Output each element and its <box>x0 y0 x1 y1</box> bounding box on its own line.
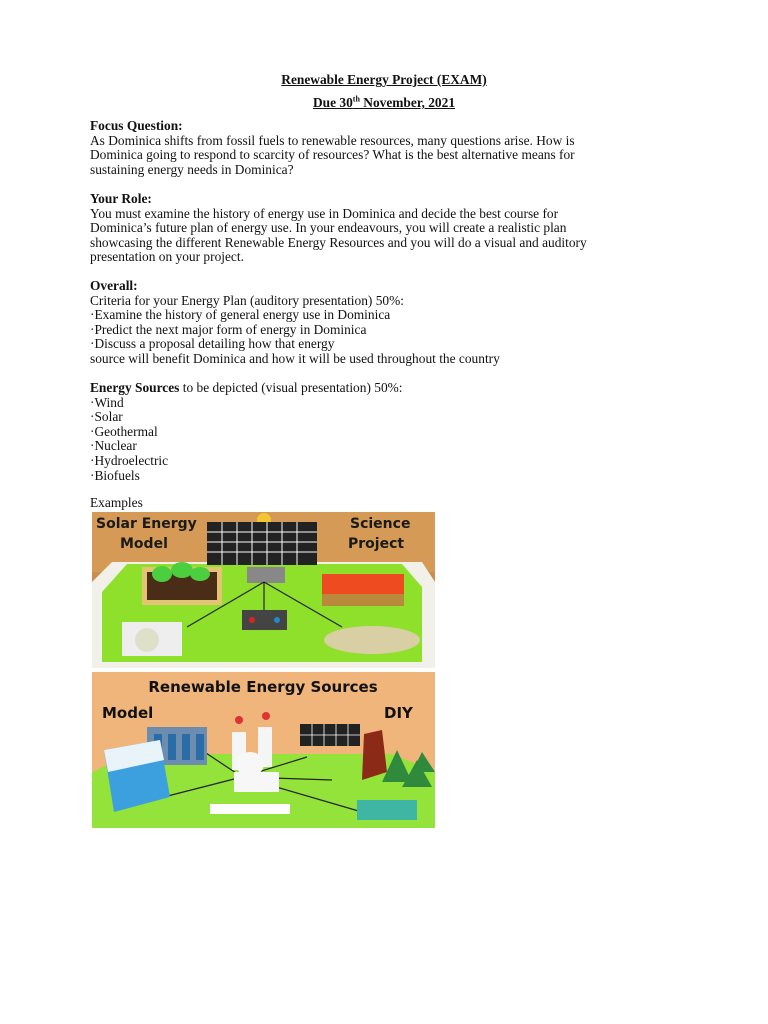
focus-line: As Dominica shifts from fossil fuels to renewable resources, many questions arise. How is <box>90 132 575 148</box>
solar-energy-model-photo <box>92 512 435 668</box>
role-heading: Your Role: <box>90 191 152 206</box>
overall-heading: Overall: <box>90 278 138 293</box>
role-line: Dominica’s future plan of energy use. In your endeavours, you will create a realistic plan <box>90 220 567 236</box>
document-title <box>0 73 768 88</box>
source-item: ·Nuclear <box>90 438 137 454</box>
overall-line: Criteria for your Energy Plan (auditory presentation) 50%: <box>90 292 404 308</box>
overall-section <box>90 279 500 367</box>
source-item: ·Wind <box>90 394 124 410</box>
due-month-year: November, 2021 <box>359 95 456 110</box>
renewable-energy-sources-model-photo <box>92 672 435 828</box>
photo2-left-label: Model <box>102 704 154 722</box>
focus-heading: Focus Question: <box>90 118 183 133</box>
photo2-right-label: DIY <box>384 704 413 722</box>
sources-section <box>90 381 403 483</box>
photo1-title-left-1: Solar Energy <box>96 516 197 532</box>
overall-line: source will benefit Dominica and how it will be used throughout the country <box>90 350 500 366</box>
due-sup: th <box>352 94 360 104</box>
examples-label: Examples <box>90 495 143 510</box>
source-item: ·Geothermal <box>90 423 158 439</box>
role-line: showcasing the different Renewable Energy Resources and you will do a visual and auditory <box>90 234 587 250</box>
title-text: Renewable Energy Project (EXAM) <box>281 72 487 87</box>
photo1-title-left-2: Model <box>120 536 168 552</box>
due-day: Due 30 <box>312 95 353 110</box>
focus-line: Dominica going to respond to scarcity of resources? What is the best alternative means for <box>90 147 575 163</box>
sources-heading-rest: to be depicted (visual presentation) 50%: <box>179 380 403 395</box>
overall-line: ·Examine the history of general energy use in Dominica <box>90 307 391 323</box>
role-section <box>90 192 587 265</box>
focus-section <box>90 119 575 177</box>
photo1-title-right-1: Science <box>350 516 411 532</box>
source-item: ·Solar <box>90 409 123 425</box>
due-date <box>0 96 768 111</box>
due-prefix <box>313 95 455 110</box>
overall-line: ·Discuss a proposal detailing how that energy <box>90 336 335 352</box>
source-item: ·Biofuels <box>90 467 140 483</box>
photo2-title: Renewable Energy Sources <box>148 678 378 696</box>
role-line: presentation on your project. <box>90 249 244 265</box>
photo1-title-right-2: Project <box>348 536 405 552</box>
overall-line: ·Predict the next major form of energy in Dominica <box>90 321 367 337</box>
focus-line: sustaining energy needs in Dominica? <box>90 161 294 177</box>
sources-heading: Energy Sources <box>90 380 180 395</box>
source-item: ·Hydroelectric <box>90 452 169 468</box>
role-line: You must examine the history of energy use in Dominica and decide the best course for <box>90 205 559 221</box>
